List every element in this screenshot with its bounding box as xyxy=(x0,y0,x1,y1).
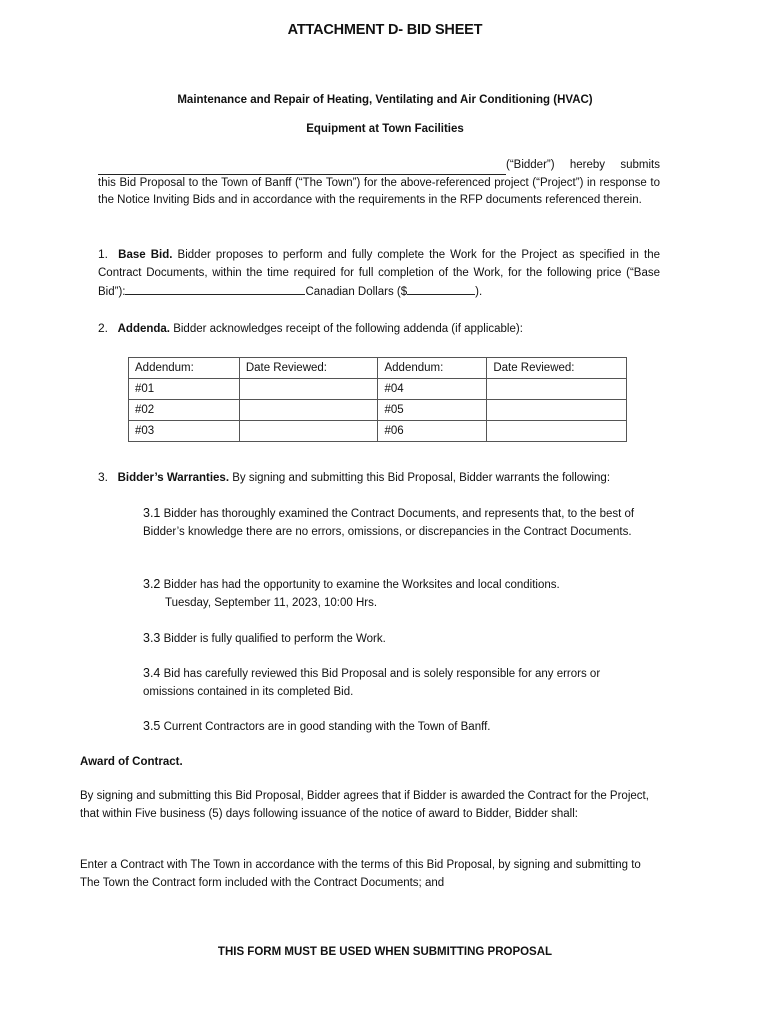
addendum-number: #06 xyxy=(378,421,487,442)
warranty-number: 3.1 xyxy=(143,506,161,520)
currency-text: Canadian Dollars ($ xyxy=(305,286,408,298)
addendum-number: #02 xyxy=(129,400,240,421)
project-title-line2: Equipment at Town Facilities xyxy=(306,123,464,135)
intro-paragraph xyxy=(98,157,660,210)
section-number: 3. xyxy=(98,470,109,484)
addendum-number: #03 xyxy=(129,421,240,442)
date-reviewed-cell[interactable] xyxy=(487,421,627,442)
warranty-item xyxy=(143,576,653,612)
section-text: By signing and submitting this Bid Proposal, Bidder warrants the following: xyxy=(232,472,611,484)
header-addendum: Addendum: xyxy=(378,358,487,379)
addendum-number: #01 xyxy=(129,379,240,400)
warranty-text: Current Contractors are in good standing with the Town of Banff. xyxy=(163,721,491,733)
warranty-number: 3.4 xyxy=(143,666,161,680)
section-base-bid xyxy=(98,246,660,302)
section-warranties xyxy=(98,469,668,488)
base-bid-amount-blank[interactable] xyxy=(125,282,305,295)
date-reviewed-cell[interactable] xyxy=(239,379,378,400)
addendum-number: #04 xyxy=(378,379,487,400)
bidder-suffix: (“Bidder”) hereby submits xyxy=(506,159,660,171)
page-title: ATTACHMENT D- BID SHEET xyxy=(287,22,483,38)
date-reviewed-cell[interactable] xyxy=(239,400,378,421)
date-reviewed-cell[interactable] xyxy=(239,421,378,442)
header-date-reviewed: Date Reviewed: xyxy=(487,358,627,379)
table-row xyxy=(129,400,627,421)
footer-notice: THIS FORM MUST BE USED WHEN SUBMITTING PROPOSAL xyxy=(217,946,553,958)
warranty-item xyxy=(143,630,653,649)
section-heading: Bidder’s Warranties. xyxy=(117,472,230,484)
warranty-item xyxy=(143,718,653,737)
section-number: 2. xyxy=(98,321,109,335)
award-heading: Award of Contract. xyxy=(80,756,183,768)
section-text: Bidder proposes to perform and fully complete the Work for the Project as specified in the Contract Documents, within the time required for full completion of the Work, for the following price (“Base Bid”): xyxy=(98,249,660,298)
date-reviewed-cell[interactable] xyxy=(487,379,627,400)
warranty-text: Bid has carefully reviewed this Bid Proposal and is solely responsible for any errors or omissions contained in its completed Bid. xyxy=(143,668,601,698)
currency-close: ). xyxy=(475,286,483,298)
warranty-text: Bidder has thoroughly examined the Contract Documents, and represents that, to the best of Bidder’s knowledge there are no errors, omissions, or discrepancies in the Contract Documents. xyxy=(143,508,635,538)
award-paragraph: Enter a Contract with The Town in accordance with the terms of this Bid Proposal, by signing and submitting to The Town the Contract form included with the Contract Documents; and xyxy=(80,859,641,889)
warranty-text: Bidder is fully qualified to perform the Work. xyxy=(163,633,386,645)
warranty-number: 3.3 xyxy=(143,631,161,645)
section-number: 1. xyxy=(98,247,109,261)
section-heading: Base Bid. xyxy=(118,249,173,261)
award-paragraph: By signing and submitting this Bid Proposal, Bidder agrees that if Bidder is awarded the Contract for the Project, that within Five business (5) days following issuance of the notice of award to Bidder, Bidder shall: xyxy=(80,790,649,820)
addendum-number: #05 xyxy=(378,400,487,421)
warranty-number: 3.5 xyxy=(143,719,161,733)
table-row xyxy=(129,379,627,400)
header-date-reviewed: Date Reviewed: xyxy=(239,358,378,379)
warranty-number: 3.2 xyxy=(143,577,161,591)
date-reviewed-cell[interactable] xyxy=(487,400,627,421)
table-header-row xyxy=(129,358,627,379)
warranty-text: Bidder has had the opportunity to examine the Worksites and local conditions. xyxy=(163,579,560,591)
base-bid-dollars-blank[interactable] xyxy=(407,282,475,295)
intro-text: this Bid Proposal to the Town of Banff (“The Town”) for the above-referenced project (“Project”) in response to the Notice Inviting Bids and in accordance with the requirements in the RFP documents referenced therein. xyxy=(98,176,660,206)
addenda-table xyxy=(128,357,627,442)
header-addendum: Addendum: xyxy=(129,358,240,379)
warranty-item xyxy=(143,505,653,541)
table-row xyxy=(129,421,627,442)
warranty-item xyxy=(143,665,653,701)
bidder-name-blank[interactable] xyxy=(98,162,506,175)
section-text: Bidder acknowledges receipt of the following addenda (if applicable): xyxy=(173,323,523,335)
project-title-line1: Maintenance and Repair of Heating, Ventilating and Air Conditioning (HVAC) xyxy=(177,94,593,106)
section-addenda xyxy=(98,320,660,339)
site-visit-datetime: Tuesday, September 11, 2023, 10:00 Hrs. xyxy=(165,596,378,609)
section-heading: Addenda. xyxy=(117,323,170,335)
